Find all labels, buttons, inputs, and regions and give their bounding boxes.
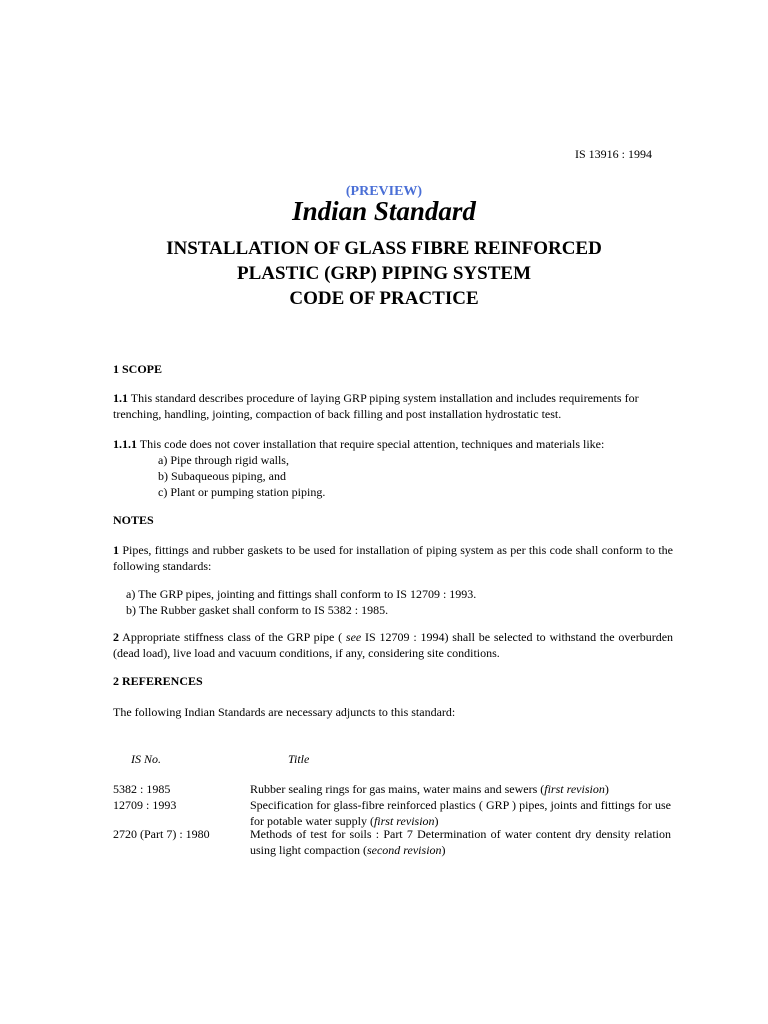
document-number: IS 13916 : 1994: [575, 147, 653, 161]
references-intro: The following Indian Standards are necessary adjuncts to this standard:: [113, 705, 456, 719]
document-title: [0, 236, 768, 311]
notes-heading: NOTES: [113, 513, 154, 527]
reference-row: [0, 781, 768, 797]
list-item: a) The GRP pipes, jointing and fittings shall conform to IS 12709 : 1993.: [126, 587, 477, 601]
standard-title: Indian Standard: [292, 196, 476, 226]
reference-title: Specification for glass-fibre reinforced plastics ( GRP ) pipes, joints and fittings for use for potable water supply (first revision): [250, 798, 671, 828]
column-header-is-no: IS No.: [131, 752, 161, 766]
note-text-end: IS 12709 : 1994) shall be selected to withstand the overburden (dead load), live load and vacuum conditions, if any, considering site conditions.: [113, 630, 674, 660]
note-text-start: Appropriate stiffness class of the GRP pipe (: [122, 630, 343, 644]
column-header-title: Title: [288, 752, 310, 766]
see-reference: see: [345, 630, 362, 644]
note-text: Pipes, fittings and rubber gaskets to be used for installation of piping system as per this code shall conform to the following standards:: [113, 543, 673, 573]
clause-number: 1.1: [113, 391, 128, 405]
clause-text: This code does not cover installation that require special attention, techniques and materials like:: [139, 437, 605, 451]
references-heading: 2 REFERENCES: [113, 674, 203, 688]
list-item: a) Pipe through rigid walls,: [158, 453, 289, 467]
reference-number: 12709 : 1993: [113, 798, 177, 812]
reference-number: 5382 : 1985: [113, 782, 171, 796]
preview-label: (PREVIEW): [345, 184, 423, 199]
note-number: 2: [113, 630, 119, 644]
title-line: INSTALLATION OF GLASS FIBRE REINFORCED: [166, 238, 602, 259]
note-1: [113, 542, 673, 574]
note-number: 1: [113, 543, 119, 557]
scope-paragraph-2: [113, 436, 673, 452]
note-1-list: [126, 586, 476, 618]
reference-row: [0, 797, 768, 829]
reference-title: Rubber sealing rings for gas mains, water mains and sewers (first revision): [250, 782, 609, 796]
scope-paragraph-1: [113, 390, 673, 422]
title-line: CODE OF PRACTICE: [289, 288, 479, 309]
reference-title: Methods of test for soils : Part 7 Determination of water content dry density relation using light compaction (second revision): [250, 827, 671, 857]
clause-text: This standard describes procedure of laying GRP piping system installation and includes requirements for trenching, handling, jointing, compaction of back filling and post installation hydrostatic test.: [113, 391, 639, 421]
clause-number: 1.1.1: [113, 437, 137, 451]
reference-row: [0, 826, 768, 858]
exclusion-list: [158, 452, 325, 500]
list-item: c) Plant or pumping station piping.: [158, 485, 326, 499]
title-line: PLASTIC (GRP) PIPING SYSTEM: [237, 263, 531, 284]
scope-heading: 1 SCOPE: [113, 362, 163, 376]
reference-number: 2720 (Part 7) : 1980: [113, 827, 210, 841]
list-item: b) The Rubber gasket shall conform to IS 5382 : 1985.: [126, 603, 389, 617]
note-2: [113, 629, 673, 661]
list-item: b) Subaqueous piping, and: [158, 469, 286, 483]
